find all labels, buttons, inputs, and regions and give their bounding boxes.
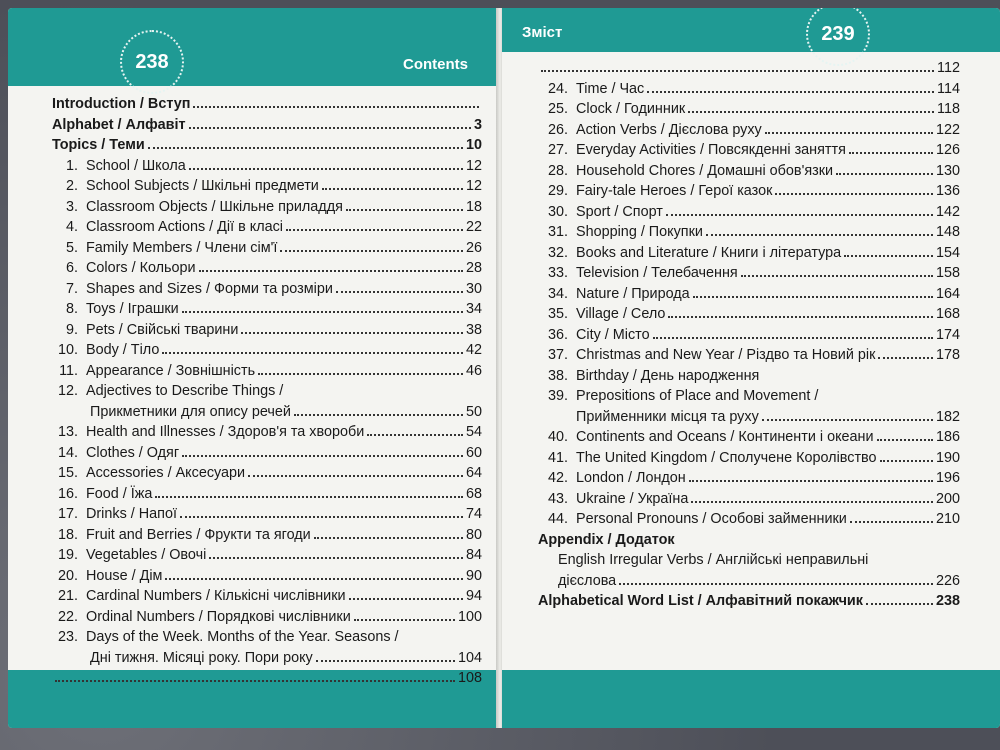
leader-dots (162, 352, 463, 354)
toc-entry (538, 304, 960, 325)
entry-number: 16. (57, 485, 78, 502)
entry-title: Ukraine / Україна (576, 490, 689, 507)
entry-page: 190 (935, 449, 960, 466)
leader-dots (877, 439, 933, 441)
entry-title: Cardinal Numbers / Кількісні числівники (86, 588, 346, 604)
entry-title: Pets / Свійські тварини (86, 321, 239, 338)
entry-title: Nature / Природа (576, 285, 690, 302)
entry-number: 6. (65, 260, 78, 276)
entry-title: Christmas and New Year / Різдво та Новий рік (576, 347, 876, 363)
toc-entry (52, 320, 482, 341)
entry-number: 8. (65, 301, 78, 317)
entry-page: 122 (935, 121, 960, 138)
leader-dots (706, 234, 933, 236)
entry-page: 90 (465, 567, 482, 584)
section-heading (52, 94, 482, 115)
entry-title: Topics / Теми (52, 137, 145, 153)
leader-dots (193, 106, 479, 108)
entry-title: Health and Illnesses / Здоров'я та хвороби (86, 424, 365, 440)
entry-page: 64 (465, 465, 482, 481)
toc-entry (538, 386, 960, 407)
entry-title: Vegetables / Овочі (86, 547, 207, 563)
leader-dots (209, 557, 463, 559)
entry-number: 22. (57, 608, 78, 625)
entry-number: 10. (57, 342, 78, 358)
entry-page: 34 (465, 301, 482, 317)
section-heading (538, 530, 960, 551)
leader-dots (55, 680, 455, 682)
leader-dots (189, 168, 463, 170)
entry-page: 84 (465, 547, 482, 563)
leader-dots (367, 434, 463, 436)
entry-page: 74 (465, 506, 482, 522)
entry-title: Shapes and Sizes / Форми та розміри (86, 280, 333, 297)
leader-dots (741, 275, 933, 277)
toc-entry (538, 571, 960, 592)
continued-entry (538, 58, 960, 79)
entry-title: Television / Телебачення (576, 265, 738, 281)
entry-title: Action Verbs / Дієслова руху (576, 121, 762, 138)
entry-page: 210 (935, 511, 960, 527)
entry-title: Ordinal Numbers / Порядкові числівники (86, 608, 351, 625)
entry-title: Classroom Actions / Дії в класі (86, 219, 283, 235)
leader-dots (316, 660, 455, 662)
entry-title: Прикметники для опису речей (90, 403, 291, 420)
entry-page: 38 (465, 321, 482, 338)
entry-page: 148 (935, 224, 960, 240)
left-page (8, 8, 498, 728)
toc-entry (538, 140, 960, 161)
leader-dots (280, 250, 463, 252)
entry-page: 12 (465, 157, 482, 174)
leader-dots (775, 193, 933, 195)
toc-entry (538, 222, 960, 243)
toc-entry (52, 504, 482, 525)
entry-number: 28. (547, 162, 568, 179)
entry-title: Continents and Oceans / Континенти і океани (576, 429, 874, 445)
entry-page: 130 (935, 162, 960, 179)
toc-entry (52, 402, 482, 423)
leader-dots (258, 373, 463, 375)
section-heading (52, 115, 482, 136)
entry-number: 9. (65, 321, 78, 338)
entry-page: 158 (935, 265, 960, 281)
leader-dots (294, 414, 463, 416)
entry-page: 26 (465, 239, 482, 256)
table-of-contents (52, 94, 482, 689)
entry-number: 38. (547, 367, 568, 384)
leader-dots (182, 311, 463, 313)
leader-dots (155, 496, 463, 498)
entry-title: Prepositions of Place and Movement / (576, 388, 819, 404)
entry-number: 32. (547, 244, 568, 261)
top-band (502, 8, 1000, 52)
entry-number: 12. (57, 383, 78, 399)
entry-number: 30. (547, 203, 568, 220)
entry-title: London / Лондон (576, 470, 686, 486)
leader-dots (189, 127, 471, 129)
entry-number: 26. (547, 121, 568, 138)
entry-number: 3. (65, 198, 78, 215)
page-number-badge: 238 (120, 30, 184, 94)
entry-page: 174 (935, 326, 960, 343)
entry-title: School Subjects / Шкільні предмети (86, 178, 319, 194)
entry-page: 50 (465, 403, 482, 420)
entry-title: Clock / Годинник (576, 101, 686, 117)
entry-number: 13. (57, 424, 78, 440)
entry-page: 118 (937, 101, 960, 117)
entry-number: 40. (547, 429, 568, 445)
entry-number: 21. (57, 588, 78, 604)
entry-number: 36. (547, 326, 568, 343)
entry-page: 28 (465, 260, 482, 276)
leader-dots (541, 70, 934, 72)
open-book (8, 8, 1000, 750)
leader-dots (689, 480, 933, 482)
leader-dots (241, 332, 463, 334)
entry-number: 42. (547, 470, 568, 486)
entry-number: 39. (547, 388, 568, 404)
leader-dots (836, 173, 933, 175)
leader-dots (653, 337, 933, 339)
leader-dots (878, 357, 933, 359)
entry-title: Everyday Activities / Повсякденні заняття (576, 142, 846, 158)
entry-page: 100 (457, 608, 482, 625)
toc-entry (538, 366, 960, 387)
entry-page: 186 (935, 429, 960, 445)
entry-title: English Irregular Verbs / Англійські неправильні (558, 552, 869, 568)
entry-page: 42 (465, 342, 482, 358)
entry-page: 226 (935, 572, 960, 589)
entry-title: Time / Час (576, 80, 645, 97)
toc-entry (52, 627, 482, 648)
entry-number: 18. (57, 526, 78, 543)
leader-dots (765, 132, 933, 134)
leader-dots (180, 516, 463, 518)
entry-title: Household Chores / Домашні обов'язки (576, 162, 834, 179)
entry-title: Alphabetical Word List / Алфавітний покажчик (538, 593, 863, 609)
toc-entry (52, 566, 482, 587)
leader-dots (844, 255, 933, 257)
entry-page: 46 (465, 362, 482, 379)
entry-page: 54 (465, 424, 482, 440)
entry-number: 29. (547, 183, 568, 199)
leader-dots (866, 603, 933, 605)
toc-entry (52, 361, 482, 382)
entry-number: 35. (547, 306, 568, 322)
leader-dots (647, 91, 934, 93)
section-heading (52, 135, 482, 156)
entry-number: 15. (57, 465, 78, 481)
entry-title: Village / Село (576, 306, 666, 322)
page-number-badge: 239 (806, 8, 870, 66)
entry-number: 44. (547, 511, 568, 527)
entry-title: Toys / Іграшки (86, 301, 179, 317)
toc-entry (52, 484, 482, 505)
entry-title: Personal Pronouns / Особові займенники (576, 511, 847, 527)
entry-title: Дні тижня. Місяці року. Пори року (90, 649, 313, 666)
entry-number: 33. (547, 265, 568, 281)
page-header: Contents (403, 56, 468, 73)
leader-dots (286, 229, 463, 231)
entry-title: Accessories / Аксесуари (86, 465, 246, 481)
toc-entry (52, 463, 482, 484)
toc-entry (538, 263, 960, 284)
toc-entry (52, 176, 482, 197)
entry-title: Introduction / Вступ (52, 96, 191, 112)
toc-entry (52, 525, 482, 546)
bottom-band (502, 670, 1000, 728)
leader-dots (314, 537, 463, 539)
entry-page: 60 (465, 444, 482, 461)
leader-dots (666, 214, 933, 216)
toc-entry (538, 509, 960, 530)
toc-entry (538, 202, 960, 223)
entry-number: 24. (547, 80, 568, 97)
entry-page: 68 (465, 485, 482, 502)
entry-title: Appendix / Додаток (538, 531, 675, 548)
leader-dots (849, 152, 933, 154)
leader-dots (349, 598, 463, 600)
entry-number: 19. (57, 547, 78, 563)
entry-page: 238 (935, 593, 960, 609)
entry-title: Family Members / Члени сім'ї (86, 239, 278, 256)
entry-page: 22 (465, 219, 482, 235)
entry-title: дієслова (558, 572, 617, 589)
toc-entry (52, 607, 482, 628)
toc-entry (538, 243, 960, 264)
toc-entry (52, 197, 482, 218)
leader-dots (182, 455, 463, 457)
entry-title: Clothes / Одяг (86, 444, 180, 461)
leader-dots (668, 316, 933, 318)
entry-page: 10 (465, 137, 482, 153)
entry-title: City / Місто (576, 326, 650, 343)
toc-entry (52, 340, 482, 361)
entry-title: Birthday / День народження (576, 367, 760, 384)
entry-number: 14. (57, 444, 78, 461)
entry-title: Body / Тіло (86, 342, 160, 358)
toc-entry (52, 238, 482, 259)
entry-title: Days of the Week. Months of the Year. Seasons / (86, 629, 399, 645)
leader-dots (165, 578, 463, 580)
leader-dots (148, 147, 463, 149)
entry-page: 94 (465, 588, 482, 604)
entry-page: 30 (465, 280, 482, 297)
toc-entry (538, 407, 960, 428)
entry-page: 18 (465, 198, 482, 215)
leader-dots (346, 209, 463, 211)
entry-page: 200 (935, 490, 960, 507)
entry-number: 20. (57, 567, 78, 584)
entry-title: Fairy-tale Heroes / Герої казок (576, 183, 773, 199)
leader-dots (850, 521, 933, 523)
leader-dots (336, 291, 463, 293)
toc-entry (52, 299, 482, 320)
leader-dots (688, 111, 934, 113)
table-of-contents (538, 58, 960, 612)
toc-entry (52, 648, 482, 669)
toc-entry (538, 120, 960, 141)
toc-entry (538, 181, 960, 202)
toc-entry (538, 325, 960, 346)
entry-title: Прийменники місця та руху (576, 408, 759, 425)
entry-title: Books and Literature / Книги і література (576, 244, 842, 261)
entry-number: 11. (59, 362, 78, 379)
entry-number: 31. (547, 224, 568, 240)
leader-dots (693, 296, 933, 298)
toc-entry (538, 489, 960, 510)
entry-page: 114 (937, 80, 960, 97)
entry-title: House / Дім (86, 567, 163, 584)
entry-page: 136 (935, 183, 960, 199)
entry-page: 104 (457, 649, 482, 666)
entry-title: Colors / Кольори (86, 260, 196, 276)
page-header: Зміст (522, 24, 563, 41)
leader-dots (248, 475, 463, 477)
entry-page: 142 (935, 203, 960, 220)
leader-dots (619, 583, 933, 585)
toc-entry (538, 345, 960, 366)
toc-entry (52, 545, 482, 566)
entry-page: 178 (935, 347, 960, 363)
entry-number: 2. (65, 178, 78, 194)
leader-dots (691, 501, 933, 503)
toc-entry (538, 99, 960, 120)
toc-entry (538, 284, 960, 305)
toc-entry (52, 279, 482, 300)
toc-entry (52, 258, 482, 279)
entry-page: 154 (935, 244, 960, 261)
entry-title: Appearance / Зовнішність (86, 362, 256, 379)
entry-title: Classroom Objects / Шкільне приладдя (86, 198, 343, 215)
entry-number: 17. (57, 506, 78, 522)
entry-page: 126 (935, 142, 960, 158)
top-band (8, 8, 498, 86)
toc-entry (538, 468, 960, 489)
toc-entry (52, 381, 482, 402)
toc-entry (52, 443, 482, 464)
entry-title: The United Kingdom / Сполучене Королівство (576, 449, 877, 466)
entry-page: 164 (935, 285, 960, 302)
toc-entry (52, 217, 482, 238)
entry-number: 5. (65, 239, 78, 256)
leader-dots (322, 188, 463, 190)
entry-number: 25. (547, 101, 568, 117)
entry-title: Food / Їжа (86, 485, 153, 502)
entry-number: 1. (65, 157, 78, 174)
leader-dots (199, 270, 463, 272)
entry-title: Fruit and Berries / Фрукти та ягоди (86, 526, 311, 543)
toc-entry (538, 427, 960, 448)
entry-title: Shopping / Покупки (576, 224, 703, 240)
entry-page: 3 (473, 116, 482, 133)
toc-entry (52, 422, 482, 443)
toc-entry (538, 79, 960, 100)
toc-entry (52, 156, 482, 177)
section-heading (538, 591, 960, 612)
entry-page: 80 (465, 526, 482, 543)
entry-page: 168 (935, 306, 960, 322)
toc-entry (538, 448, 960, 469)
entry-number: 7. (65, 280, 78, 297)
trailing-page (52, 668, 482, 689)
entry-title: School / Школа (86, 157, 186, 174)
toc-entry (538, 550, 960, 571)
leader-dots (762, 419, 933, 421)
entry-number: 4. (65, 219, 78, 235)
entry-page: 182 (935, 408, 960, 425)
entry-page: 196 (935, 470, 960, 486)
right-page (502, 8, 1000, 728)
entry-number: 27. (547, 142, 568, 158)
entry-title: Alphabet / Алфавіт (52, 116, 186, 133)
entry-number: 37. (547, 347, 568, 363)
leader-dots (354, 619, 455, 621)
entry-page: 112 (937, 60, 960, 76)
entry-title: Adjectives to Describe Things / (86, 383, 284, 399)
toc-entry (538, 161, 960, 182)
entry-page: 12 (465, 178, 482, 194)
entry-title: Drinks / Напої (86, 506, 177, 522)
entry-number: 41. (547, 449, 568, 466)
entry-number: 23. (57, 629, 78, 645)
entry-page: 108 (457, 670, 482, 686)
entry-title: Sport / Спорт (576, 203, 663, 220)
entry-number: 43. (547, 490, 568, 507)
leader-dots (880, 460, 933, 462)
entry-number: 34. (547, 285, 568, 302)
toc-entry (52, 586, 482, 607)
